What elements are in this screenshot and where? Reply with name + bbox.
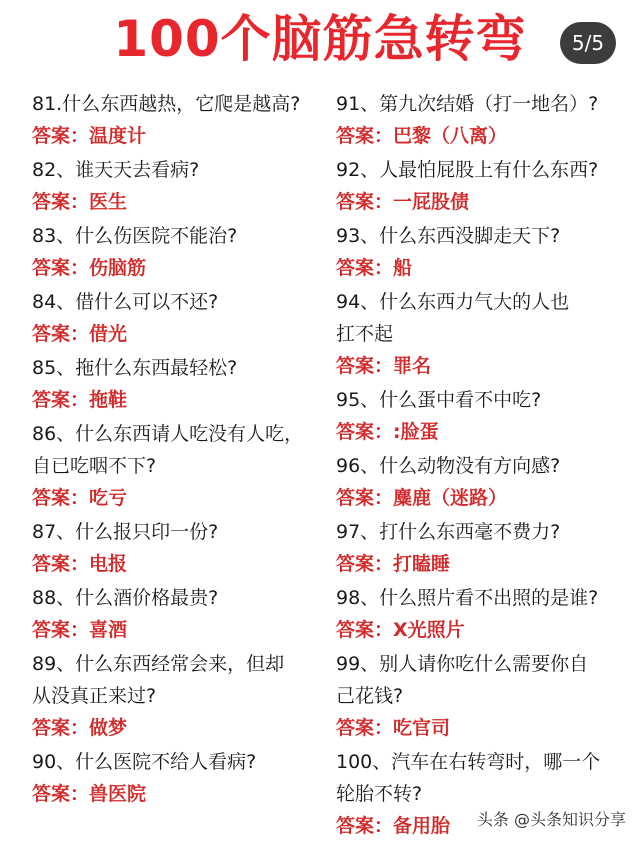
answer-text: 巴黎（八离）	[393, 125, 508, 147]
question-text: 98、什么照片看不出照的是谁?	[336, 587, 599, 609]
question-text: 89、什么东西经常会来，但却	[32, 653, 285, 675]
answer-line	[336, 186, 636, 218]
question-text: 100、汽车在右转弯时，哪一个	[336, 751, 601, 773]
page-title: 100个脑筋急转弯	[113, 10, 527, 68]
answer-line	[32, 384, 332, 416]
question-text: 85、拖什么东西最轻松?	[32, 357, 238, 379]
answer-line	[32, 712, 332, 744]
answer-label: 答案：	[32, 125, 90, 147]
answer-label: 答案：	[336, 191, 394, 213]
answer-text: 兽医院	[89, 783, 147, 805]
question-text: 从没真正来过?	[32, 685, 157, 707]
question-text: 86、什么东西请人吃没有人吃，	[32, 423, 304, 445]
answer-line	[336, 350, 636, 382]
answer-label: 答案：	[32, 553, 90, 575]
question-text: 91、第九次结婚（打一地名）?	[336, 93, 599, 115]
question-text: 轮胎不转?	[336, 783, 423, 805]
answer-text: :脸蛋	[393, 421, 439, 443]
answer-text: 医生	[89, 191, 128, 213]
answer-text: X光照片	[393, 619, 465, 641]
right-column	[336, 88, 636, 844]
answer-label: 答案：	[32, 619, 90, 641]
question-text: 87、什么报只印一份?	[32, 521, 219, 543]
question-text: 95、什么蛋中看不中吃?	[336, 389, 542, 411]
answer-line	[336, 712, 636, 744]
left-column	[32, 88, 332, 812]
answer-line	[336, 252, 636, 284]
answer-line	[32, 252, 332, 284]
question-text: 93、什么东西没脚走天下?	[336, 225, 561, 247]
question-text: 自已吃咽不下?	[32, 455, 157, 477]
question-text: 扛不起	[336, 323, 394, 345]
answer-text: 做梦	[89, 717, 128, 739]
answer-label: 答案：	[336, 487, 394, 509]
answer-label: 答案：	[32, 717, 90, 739]
answer-text: 麋鹿（迷路）	[393, 487, 508, 509]
question-text: 92、人最怕屁股上有什么东西?	[336, 159, 599, 181]
answer-line	[336, 548, 636, 580]
answer-line	[336, 120, 636, 152]
answer-line	[32, 548, 332, 580]
question-text: 90、什么医院不给人看病?	[32, 751, 257, 773]
watermark: 头条 @头条知识分享	[476, 810, 626, 829]
question-text: 96、什么动物没有方向感?	[336, 455, 561, 477]
answer-text: 喜酒	[89, 619, 128, 641]
answer-text: 借光	[89, 323, 128, 345]
answer-text: 罪名	[393, 355, 432, 377]
answer-label: 答案：	[336, 257, 394, 279]
answer-label: 答案：	[32, 257, 90, 279]
answer-label: 答案：	[336, 421, 394, 443]
answer-label: 答案：	[32, 323, 90, 345]
answer-label: 答案：	[32, 389, 90, 411]
question-text: 84、借什么可以不还?	[32, 291, 219, 313]
answer-text: 吃亏	[89, 487, 128, 509]
answer-line	[32, 778, 332, 810]
answer-text: 伤脑筋	[89, 257, 147, 279]
question-text: 己花钱?	[336, 685, 404, 707]
page-indicator: 5/5	[560, 22, 616, 64]
answer-text: 备用胎	[393, 815, 451, 837]
answer-line	[32, 482, 332, 514]
answer-line	[336, 416, 636, 448]
question-text: 94、什么东西力气大的人也	[336, 291, 570, 313]
question-text: 99、别人请你吃什么需要你自	[336, 653, 589, 675]
answer-line	[32, 120, 332, 152]
question-text: 97、打什么东西毫不费力?	[336, 521, 561, 543]
answer-text: 船	[393, 257, 413, 279]
answer-text: 拖鞋	[89, 389, 128, 411]
answer-line	[32, 186, 332, 218]
question-text: 82、谁天天去看病?	[32, 159, 200, 181]
answer-line	[336, 614, 636, 646]
answer-label: 答案：	[336, 355, 394, 377]
answer-label: 答案：	[336, 553, 394, 575]
answer-label: 答案：	[32, 487, 90, 509]
answer-text: 温度计	[89, 125, 147, 147]
answer-text: 一屁股债	[393, 191, 470, 213]
answer-label: 答案：	[336, 815, 394, 837]
answer-line	[32, 614, 332, 646]
answer-text: 吃官司	[393, 717, 451, 739]
answer-label: 答案：	[336, 125, 394, 147]
answer-line	[32, 318, 332, 350]
answer-label: 答案：	[336, 619, 394, 641]
question-text: 88、什么酒价格最贵?	[32, 587, 219, 609]
answer-label: 答案：	[32, 783, 90, 805]
answer-label: 答案：	[32, 191, 90, 213]
question-text: 83、什么伤医院不能治?	[32, 225, 238, 247]
answer-text: 电报	[89, 553, 128, 575]
answer-line	[336, 482, 636, 514]
answer-text: 打瞌睡	[393, 553, 451, 575]
answer-label: 答案：	[336, 717, 394, 739]
question-text: 81.什么东西越热，它爬是越高?	[32, 93, 301, 115]
